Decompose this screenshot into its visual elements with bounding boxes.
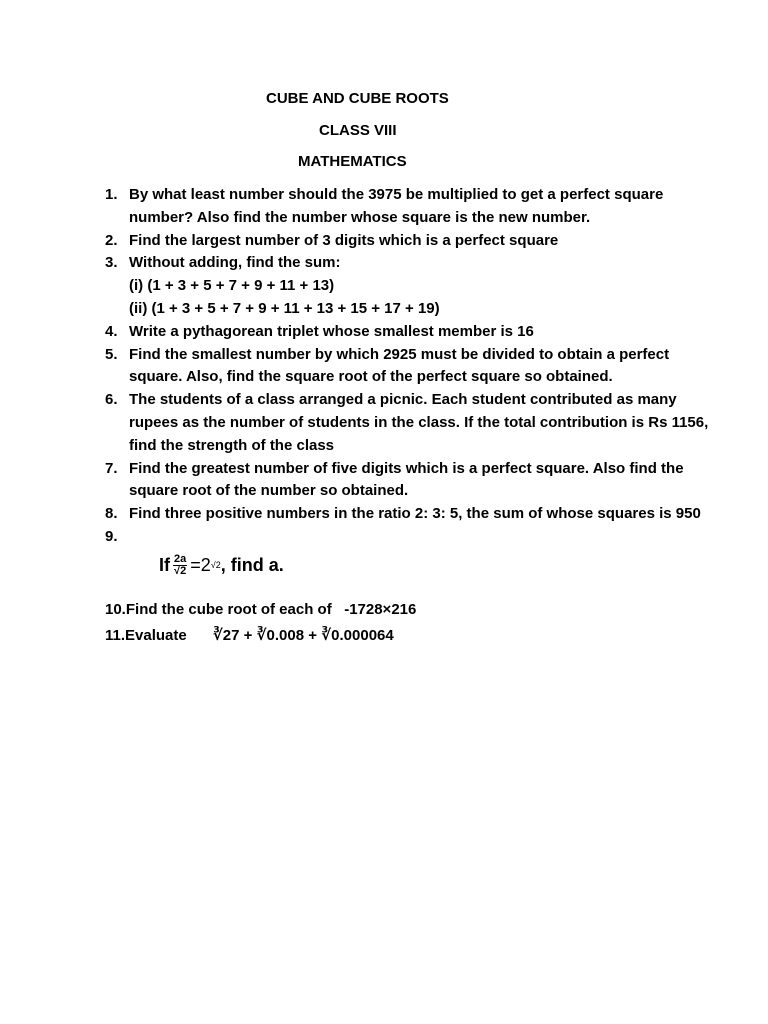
q9-formula — [159, 551, 725, 581]
formula-prefix: If — [159, 555, 170, 576]
question-number: 2. — [105, 231, 118, 249]
question-number: 9. — [105, 527, 118, 545]
question-number: 8. — [105, 505, 118, 523]
question-number: 7. — [105, 459, 118, 477]
formula-equals: =2 — [190, 555, 211, 576]
worksheet-title: CUBE AND CUBE ROOTS — [266, 90, 449, 107]
question-text: Find the cube root of each of -1728×216 — [125, 600, 417, 618]
question-text: Find the largest number of 3 digits which is a perfect square — [129, 231, 559, 249]
cube-root-expression: ∛27 + ∛0.008 + ∛0.000064 — [212, 626, 394, 644]
question-text: Find three positive numbers in the ratio 2: 3: 5, the sum of whose squares is 950 — [129, 505, 701, 523]
question-number: 10. — [105, 600, 126, 618]
question-text: The students of a class arranged a picnic. Each student contributed as many rupees as the number of students in the class. If the total contribution is Rs 1156, find the strength of the class — [129, 391, 713, 454]
question-item — [105, 625, 725, 648]
question-number: 4. — [105, 322, 118, 340]
formula-radical: √2 — [210, 560, 221, 571]
formula-numerator: 2a — [174, 553, 187, 566]
question-item — [105, 389, 725, 457]
sub-question: (ii) (1 + 3 + 5 + 7 + 9 + 11 + 13 + 15 + 17 + 19) — [129, 299, 440, 317]
formula-denominator: √2 — [174, 565, 187, 578]
question-number: 11. — [105, 626, 126, 644]
question-text: By what least number should the 3975 be multiplied to get a perfect square number? Also find the number whose square is the new number. — [129, 186, 668, 226]
formula-suffix: , find a. — [220, 555, 284, 576]
question-text: Evaluate — [125, 626, 187, 644]
question-number: 1. — [105, 186, 118, 203]
question-item — [105, 230, 725, 253]
question-item — [105, 458, 725, 504]
question-number: 6. — [105, 391, 118, 409]
question-item — [105, 321, 725, 344]
question-item — [105, 252, 725, 275]
question-text: Without adding, find the sum: — [129, 254, 341, 272]
subject-label: MATHEMATICS — [298, 153, 407, 170]
question-item — [105, 599, 725, 622]
class-label: CLASS VIII — [319, 122, 397, 139]
question-number: 3. — [105, 254, 118, 272]
sub-question: (i) (1 + 3 + 5 + 7 + 9 + 11 + 13) — [129, 277, 335, 295]
question-text: Find the greatest number of five digits which is a perfect square. Also find the square root of the number so obtained. — [129, 459, 688, 500]
question-text: Write a pythagorean triplet whose smallest member is 16 — [129, 322, 534, 340]
question-item — [105, 184, 725, 230]
question-number: 5. — [105, 345, 118, 363]
question-list — [105, 184, 725, 647]
question-text — [129, 526, 725, 549]
formula-fraction — [173, 554, 187, 577]
question-text: Find the smallest number by which 2925 must be divided to obtain a perfect square. Also, find the square root of the perfect square so obtained. — [129, 345, 674, 386]
question-item — [105, 526, 725, 549]
question-item — [105, 503, 725, 526]
question-item — [105, 344, 725, 390]
